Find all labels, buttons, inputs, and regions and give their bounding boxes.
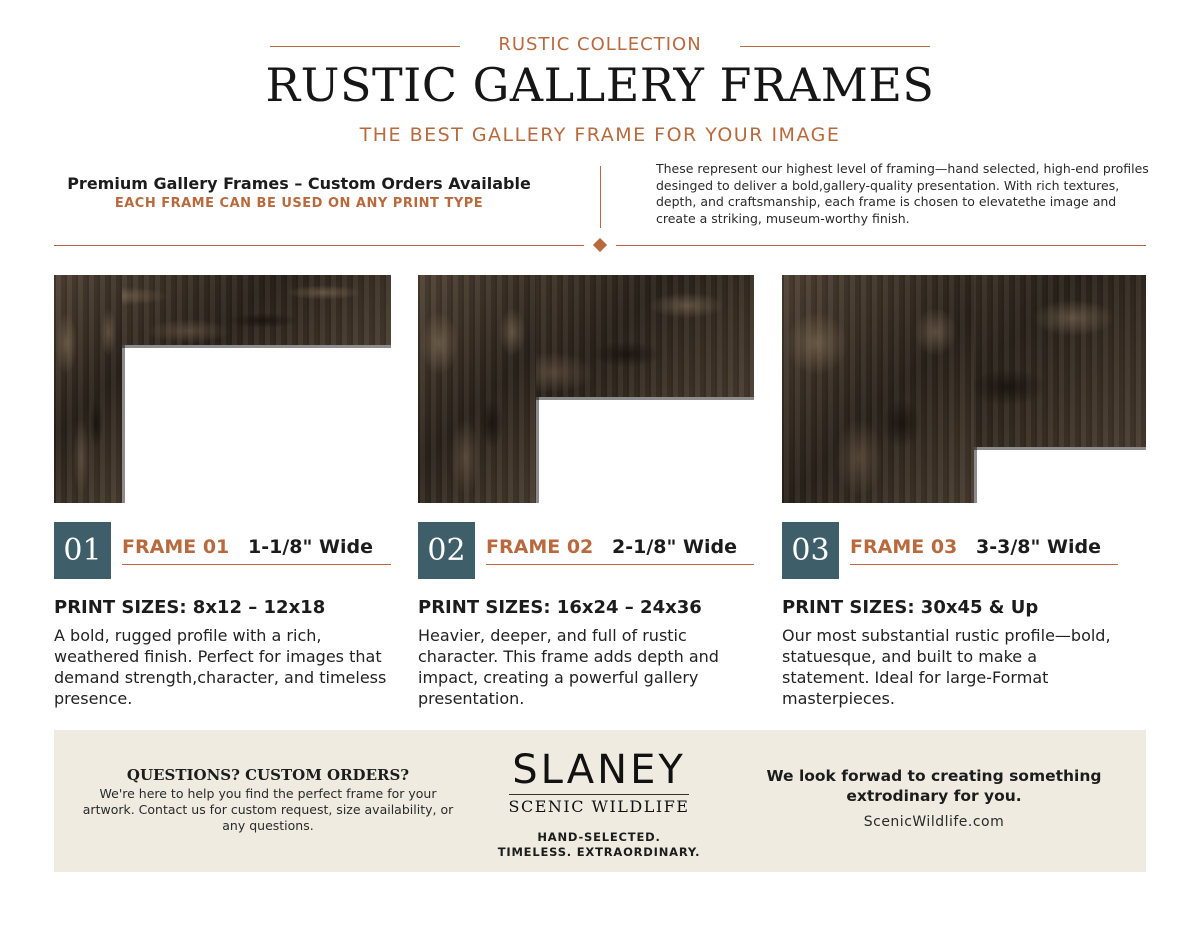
- frame-02-title-row: [418, 522, 754, 579]
- frame-description: A bold, rugged profile with a rich, weathered finish. Perfect for images that demand strength,character, and timeless presence.: [54, 626, 387, 708]
- frame-01-inner-edge-side: [122, 345, 125, 503]
- brand-logo-sub: SCENIC WILDLIFE: [508, 797, 690, 816]
- frame-description: Our most substantial rustic profile—bold, statuesque, and built to make a statement. Ideal for large-Format masterpieces.: [782, 626, 1111, 708]
- frame-number-badge: 01: [54, 522, 111, 579]
- frame-description: Heavier, deeper, and full of rustic character. This frame adds depth and impact, creating a powerful gallery presentation.: [418, 626, 719, 708]
- frame-print-sizes: PRINT SIZES: 8x12 – 12x18: [54, 597, 326, 618]
- tagline-line-2: TIMELESS. EXTRAORDINARY.: [497, 845, 701, 859]
- frame-width: 1-1/8" Wide: [248, 536, 373, 558]
- frame-title-rule: [850, 564, 1118, 565]
- frame-card-02: [418, 275, 754, 708]
- frame-02-inner-edge-side: [536, 397, 539, 503]
- frame-width: 3-3/8" Wide: [976, 536, 1101, 558]
- frame-name: FRAME 02: [486, 536, 594, 558]
- questions-heading: QUESTIONS? CUSTOM ORDERS?: [126, 766, 410, 784]
- collection-eyebrow: RUSTIC COLLECTION: [498, 34, 702, 55]
- eyebrow-rule-left: [270, 46, 460, 47]
- tagline-line-1: HAND-SELECTED.: [537, 830, 661, 844]
- intro-heading: Premium Gallery Frames – Custom Orders Available: [67, 174, 531, 193]
- frame-01-inner-edge: [122, 345, 391, 348]
- frame-width: 2-1/8" Wide: [612, 536, 737, 558]
- frame-01-photo: [54, 275, 391, 503]
- brand-logo-name: SLANEY: [512, 747, 686, 793]
- frame-number-badge: 03: [782, 522, 839, 579]
- section-rule-left: [54, 245, 584, 246]
- brand-rule: [509, 794, 689, 795]
- frame-02-photo: [418, 275, 754, 503]
- frame-03-side-rail: [782, 275, 974, 503]
- frame-03-photo: [782, 275, 1146, 503]
- contact-footer: [54, 730, 1146, 872]
- intro-divider: [600, 166, 601, 228]
- intro-note: EACH FRAME CAN BE USED ON ANY PRINT TYPE: [114, 196, 484, 211]
- frame-01-side-rail: [54, 275, 122, 503]
- frame-03-inner-edge-side: [974, 447, 977, 503]
- frame-02-side-rail: [418, 275, 536, 503]
- frame-print-sizes: PRINT SIZES: 30x45 & Up: [782, 597, 1039, 618]
- diamond-ornament-icon: [593, 238, 607, 252]
- footer-closing: [744, 766, 1124, 830]
- frame-print-sizes: PRINT SIZES: 16x24 – 24x36: [418, 597, 702, 618]
- frame-title-rule: [486, 564, 754, 565]
- frame-number-badge: 02: [418, 522, 475, 579]
- page-title: RUSTIC GALLERY FRAMES: [265, 58, 935, 112]
- frame-card-01: [54, 275, 391, 708]
- frame-03-title-row: [782, 522, 1118, 579]
- frame-02-inner-edge: [536, 397, 754, 400]
- page-subtitle: THE BEST GALLERY FRAME FOR YOUR IMAGE: [359, 124, 841, 146]
- eyebrow-row: [270, 34, 930, 58]
- closing-message: We look forwad to creating something extrodinary for you.: [766, 767, 1102, 805]
- brand-block: [474, 748, 724, 860]
- intro-summary: [54, 174, 544, 211]
- brand-tagline: [474, 830, 724, 860]
- website-link[interactable]: ScenicWildlife.com: [863, 814, 1005, 830]
- help-text: We're here to help you find the perfect frame for your artwork. Contact us for custom request, size availability, or any questions.: [82, 786, 454, 833]
- frame-card-03: [782, 275, 1146, 708]
- frame-name: FRAME 01: [122, 536, 230, 558]
- frame-01-title-row: [54, 522, 391, 579]
- frame-name: FRAME 03: [850, 536, 958, 558]
- footer-questions: [78, 766, 458, 834]
- frame-03-inner-edge: [974, 447, 1146, 450]
- frame-title-rule: [122, 564, 391, 565]
- intro-description: These represent our highest level of framing—hand selected, high-end profiles desinged to deliver a bold,gallery-quality presentation. With rich textures, depth, and craftsmanship, each frame is chosen to elevatethe image and create a striking, museum-worthy finish.: [656, 161, 1149, 226]
- section-rule-right: [616, 245, 1146, 246]
- eyebrow-rule-right: [740, 46, 930, 47]
